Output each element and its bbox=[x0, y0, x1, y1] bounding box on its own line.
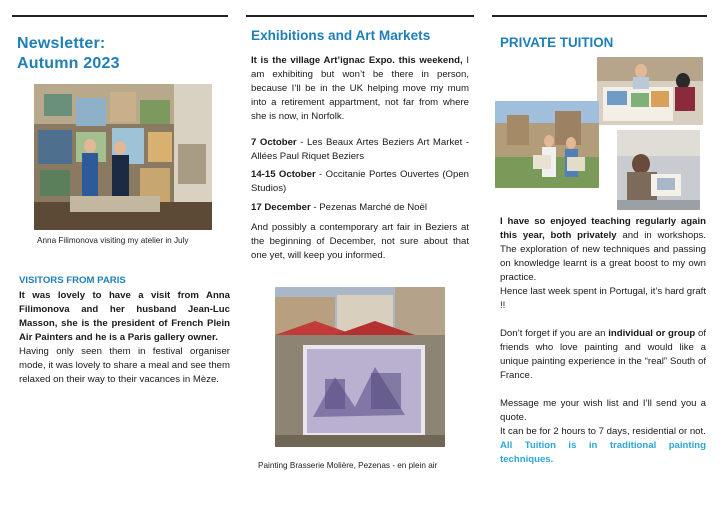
visitors-text bbox=[19, 289, 230, 387]
tuition-para1-rest: and in workshops. The exploration of new techniques and passing on knowledge learnt is a great boost to my own practice. bbox=[500, 230, 706, 283]
tuition-para3-bold: individual or group bbox=[608, 328, 696, 339]
tuition-photo-sketching bbox=[617, 130, 700, 210]
visitors-bold-text: It was lovely to have a visit from Anna Filimonova and her husband Jean-Luc Masson, she is the president of French Plein Air Painters and he is a Paris gallery owner. bbox=[19, 290, 230, 343]
exhibitions-intro-bold: It is the village Art’ignac Expo. this weekend, bbox=[251, 55, 463, 66]
event-date-3: 17 December bbox=[251, 202, 311, 213]
exhibitions-intro bbox=[251, 54, 469, 124]
event-item-1 bbox=[251, 136, 469, 164]
tuition-closing: All Tuition is in traditional painting techniques. bbox=[500, 440, 706, 465]
visitors-body-text: Having only seen them in festival organiser mode, it was lovely to share a meal and see them relaxed on their way to their vacances in Mèze. bbox=[19, 346, 230, 385]
top-rule-middle bbox=[246, 15, 474, 17]
atelier-photo bbox=[34, 84, 212, 230]
event-text-2: - Occitanie Portes Ouvertes (Open Studios) bbox=[251, 169, 469, 194]
brasserie-photo-caption: Painting Brasserie Molière, Pezenas - en plein air bbox=[258, 461, 438, 470]
tuition-para3-rest: of friends who love painting and would like a unique painting experience in the “real” South of France. bbox=[500, 328, 706, 381]
newsletter-title-line1: Newsletter: bbox=[17, 35, 106, 52]
top-rule-left bbox=[12, 15, 228, 17]
tuition-para4: Message me your wish list and I’ll send you a quote. bbox=[500, 398, 706, 423]
atelier-photo-caption: Anna Filimonova visiting my atelier in July bbox=[37, 236, 189, 245]
tuition-heading: PRIVATE TUITION bbox=[500, 35, 614, 50]
tuition-photo-village bbox=[495, 101, 599, 188]
newsletter-title-line2: Autumn 2023 bbox=[17, 55, 120, 72]
tuition-para3-a: Don’t forget if you are an bbox=[500, 328, 609, 339]
tuition-text bbox=[500, 215, 706, 467]
tuition-para1-bold: I have so enjoyed teaching regularly again this year, both privately bbox=[500, 216, 706, 241]
event-text-1: - Les Beaux Artes Beziers Art Market - Allées Paul Riquet Beziers bbox=[251, 137, 469, 162]
tuition-para5: It can be for 2 hours to 7 days, residential or not. bbox=[500, 426, 706, 437]
tuition-para2: Hence last week spent in Portugal, it’s hard graft !! bbox=[500, 286, 706, 311]
exhibitions-heading: Exhibitions and Art Markets bbox=[251, 28, 431, 43]
brasserie-photo bbox=[275, 287, 445, 447]
event-item-3 bbox=[251, 201, 469, 215]
event-date-2: 14-15 October bbox=[251, 169, 316, 180]
event-item-2 bbox=[251, 168, 469, 196]
newsletter-title bbox=[17, 34, 120, 74]
exhibitions-intro-rest: I am exhibiting but won’t be there in person, because I’ll be in the UK helping move my mum into a retirement appartment, not far from where she is now, in Norfolk. bbox=[251, 55, 469, 122]
visitors-heading: VISITORS FROM PARIS bbox=[19, 275, 126, 286]
event-text-3: - Pezenas Marché de Noël bbox=[310, 202, 427, 213]
tuition-photo-teaching bbox=[597, 57, 703, 125]
top-rule-right bbox=[492, 15, 707, 17]
exhibitions-possibly: And possibly a contemporary art fair in Beziers at the beginning of December, not sure about that one yet, will keep you informed. bbox=[251, 222, 469, 261]
event-date-1: 7 October bbox=[251, 137, 297, 148]
